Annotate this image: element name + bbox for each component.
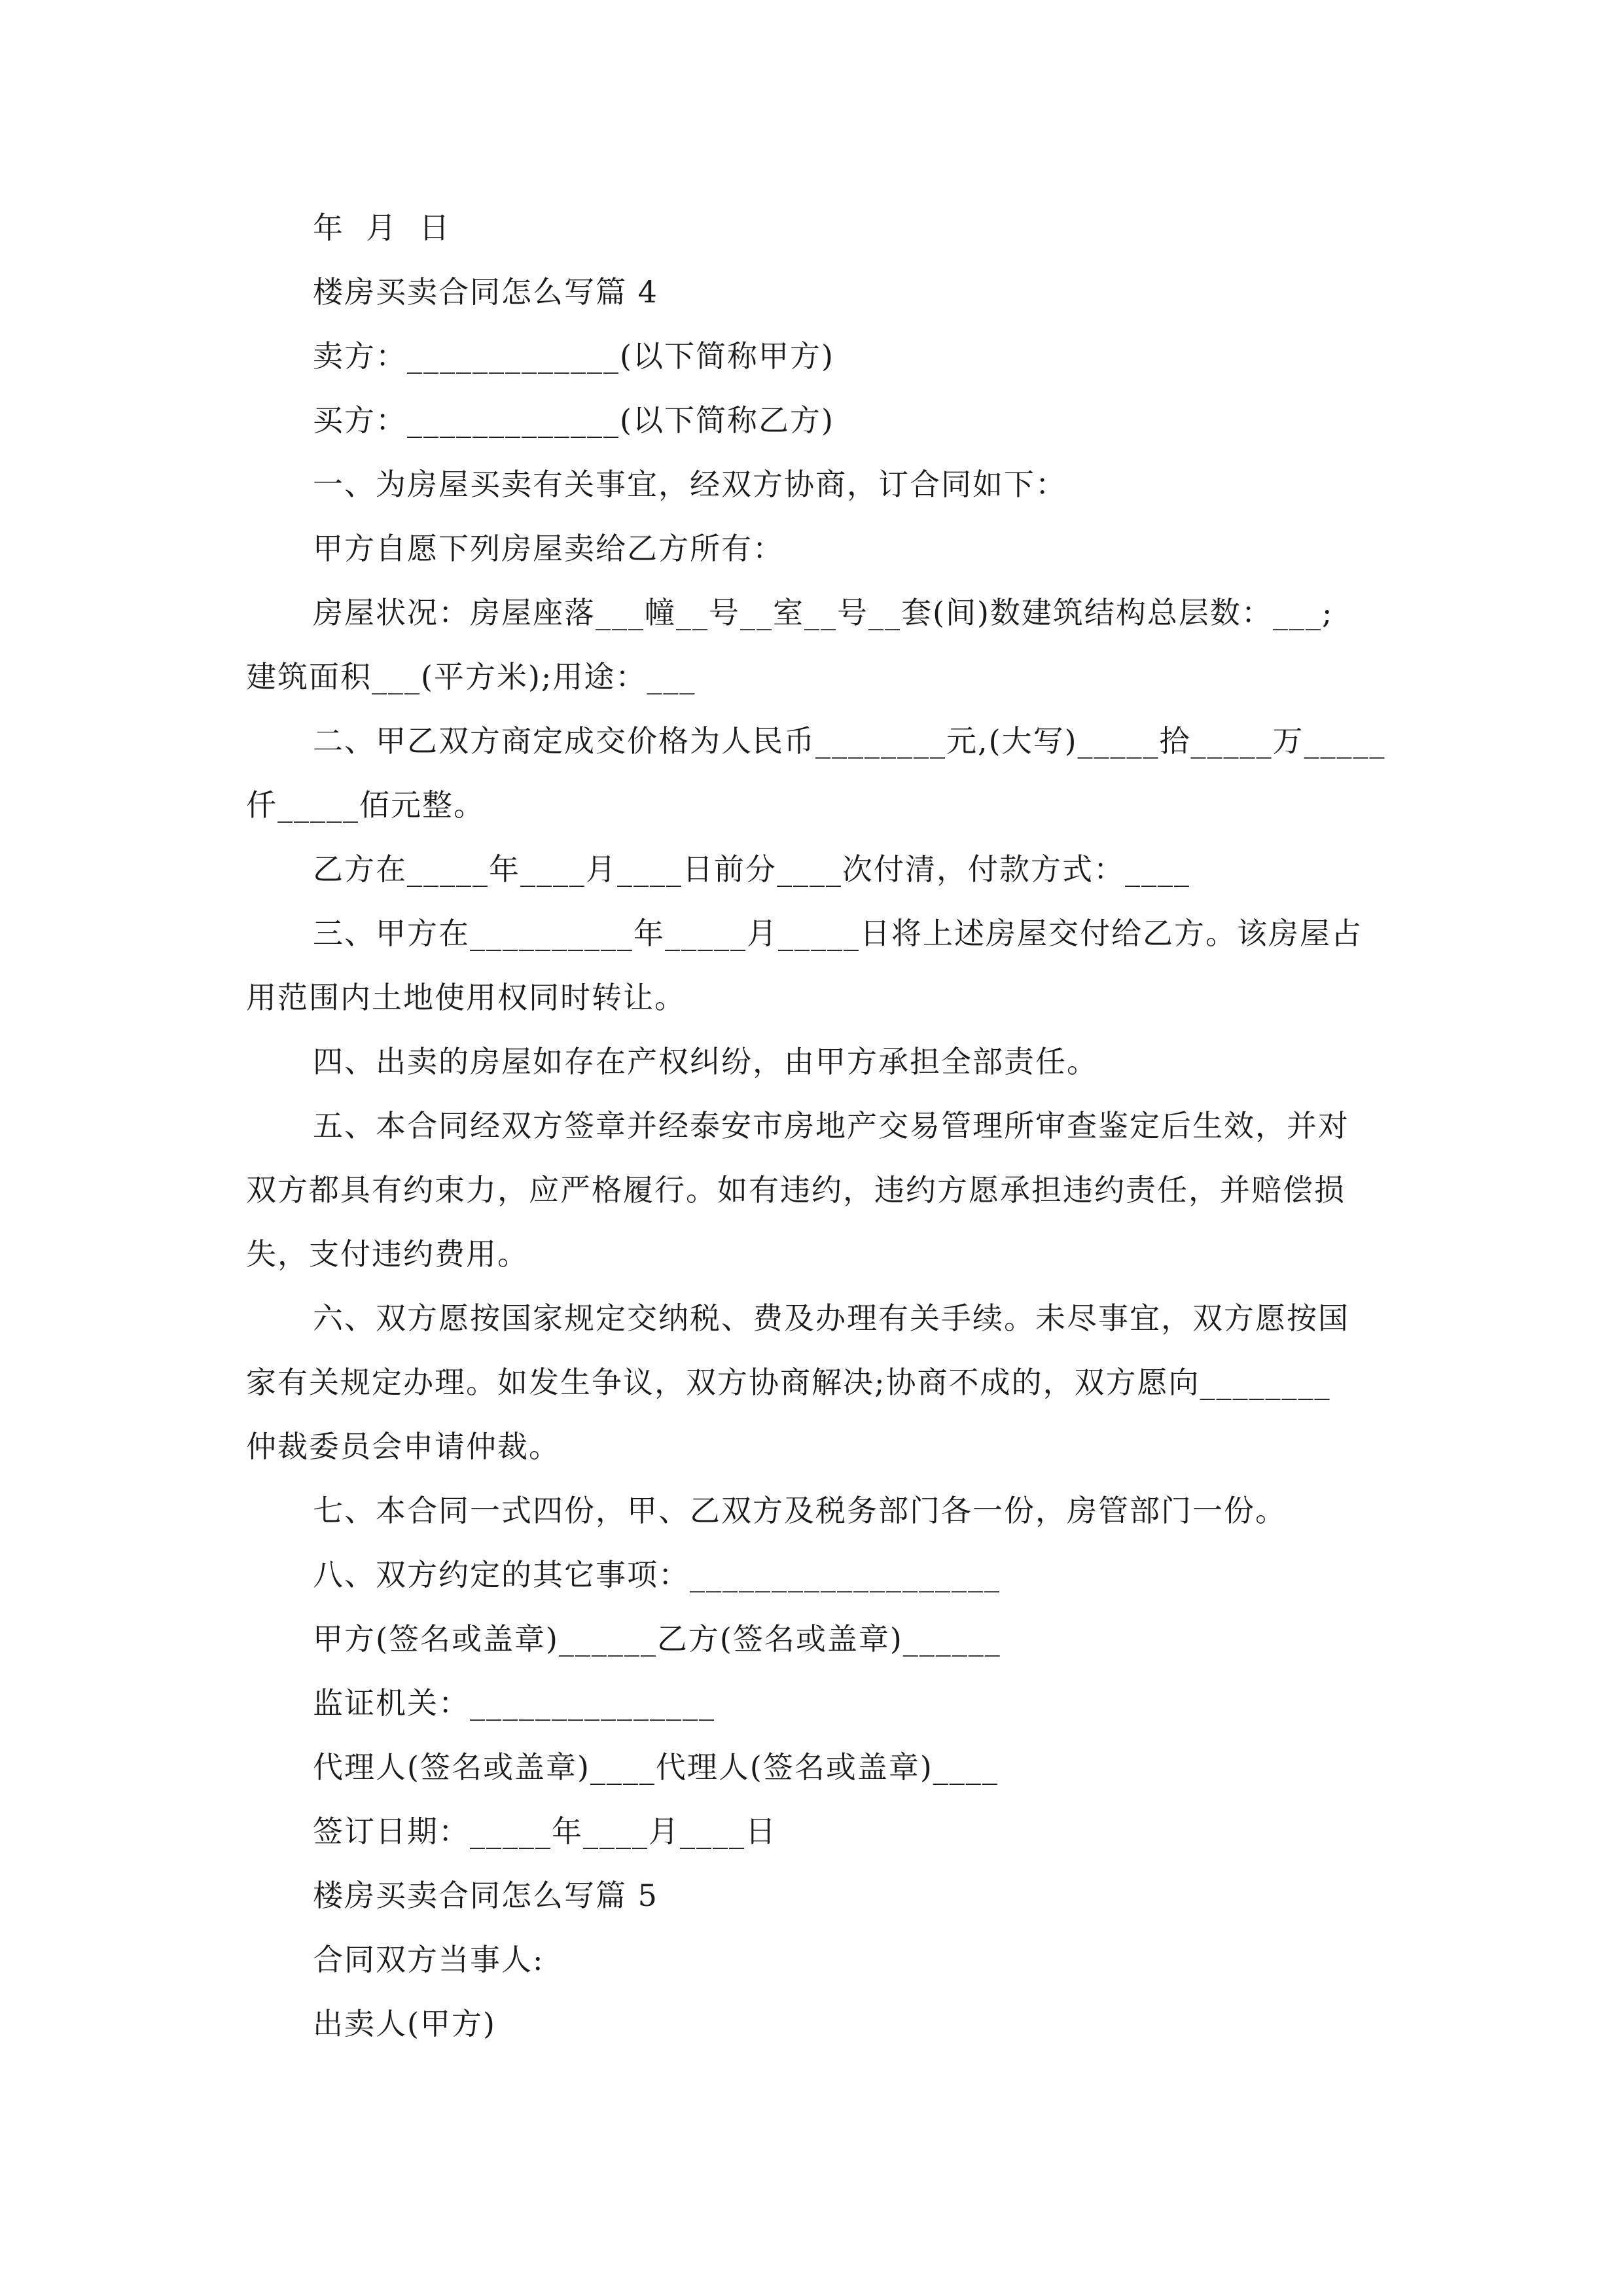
agent-signatures: 代理人(签名或盖章)____代理人(签名或盖章)____ [313, 1749, 999, 1785]
clause-3-cont: 用范围内土地使用权同时转让。 [246, 980, 686, 1015]
supervisory-authority: 监证机关：_______________ [313, 1685, 715, 1721]
clause-8: 八、双方约定的其它事项：___________________ [313, 1557, 1001, 1592]
clause-1-text: 甲方自愿下列房屋卖给乙方所有： [313, 531, 784, 566]
clause-2: 二、甲乙双方商定成交价格为人民币________元,(大写)_____拾_____万_____ [313, 723, 1386, 759]
clause-7: 七、本合同一式四份，甲、乙双方及税务部门各一份，房管部门一份。 [313, 1493, 1287, 1528]
property-status: 房屋状况：房屋座落___幢__号__室__号__套(间)数建筑结构总层数：___; [313, 595, 1334, 630]
clause-6-cont-1: 家有关规定办理。如发生争议，双方协商解决;协商不成的，双方愿向________ [246, 1365, 1331, 1400]
payment-line: 乙方在_____年____月____日前分____次付清，付款方式：____ [313, 852, 1190, 887]
clause-6: 六、双方愿按国家规定交纳税、费及办理有关手续。未尽事宜，双方愿按国 [313, 1300, 1349, 1336]
date-line: 年 月 日 [313, 210, 451, 245]
property-area: 建筑面积___(平方米);用途：___ [246, 659, 696, 694]
clause-5: 五、本合同经双方签章并经泰安市房地产交易管理所审查鉴定后生效，并对 [313, 1108, 1349, 1143]
clause-5-cont-1: 双方都具有约束力，应严格履行。如有违约，违约方愿承担违约责任，并赔偿损 [246, 1172, 1346, 1208]
clause-3: 三、甲方在__________年_____月_____日将上述房屋交付给乙方。该房屋占 [313, 916, 1363, 951]
clause-1: 一、为房屋买卖有关事宜，经双方协商，订合同如下： [313, 467, 1067, 502]
clause-5-cont-2: 失，支付违约费用。 [246, 1236, 529, 1272]
party-signatures: 甲方(签名或盖章)______乙方(签名或盖章)______ [313, 1621, 1001, 1657]
section-heading-5: 楼房买卖合同怎么写篇 5 [313, 1878, 658, 1913]
contract-parties: 合同双方当事人: [313, 1942, 544, 1977]
clause-2-cont: 仟_____佰元整。 [246, 787, 485, 823]
section-heading-4: 楼房买卖合同怎么写篇 4 [313, 274, 658, 310]
clause-4: 四、出卖的房屋如存在产权纠纷，由甲方承担全部责任。 [313, 1044, 1098, 1079]
clause-6-cont-2: 仲裁委员会申请仲裁。 [246, 1429, 560, 1464]
buyer-line: 买方：_____________(以下简称乙方) [313, 403, 834, 438]
seller-line: 卖方：_____________(以下简称甲方) [313, 338, 834, 374]
signing-date: 签订日期：_____年____月____日 [313, 1814, 777, 1849]
seller-party-a: 出卖人(甲方) [313, 2006, 496, 2041]
